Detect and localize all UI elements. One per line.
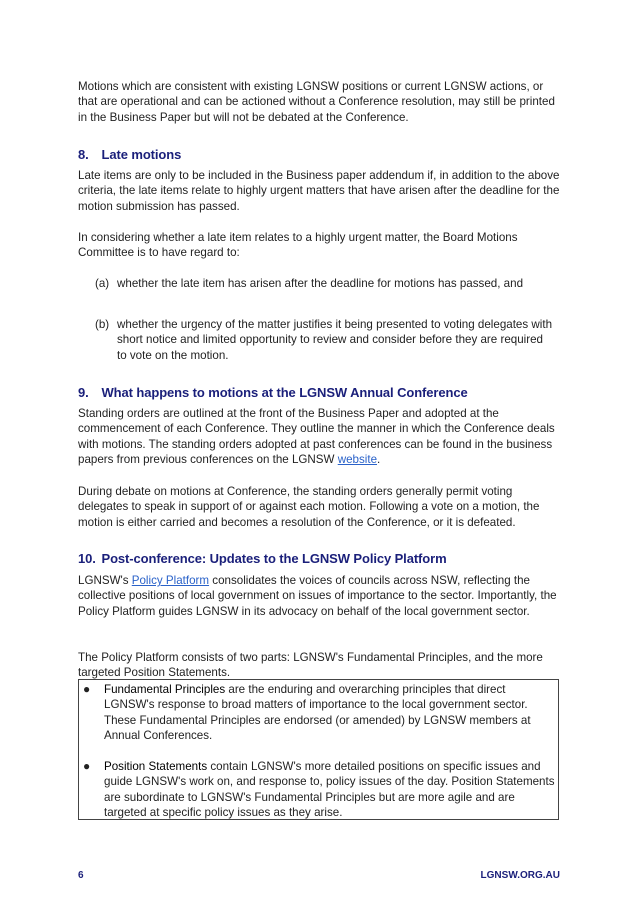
- section-10-paragraph-2: The Policy Platform consists of two parts: LGNSW's Fundamental Principles, and the more targeted Position Statements.: [78, 651, 543, 680]
- bullet-position-statements: [83, 759, 555, 820]
- section-10-title: Post-conference: Updates to the LGNSW Policy Platform: [101, 551, 447, 566]
- page-number: 6: [78, 870, 84, 881]
- section-10-number: 10.: [78, 551, 96, 566]
- bullet-term: Position Statements: [104, 760, 208, 773]
- bullet-fundamental-principles: [83, 682, 555, 743]
- section-9-text: Standing orders are outlined at the front of the Business Paper and adopted at the commencement of each Conference. They outline the manner in which the Conference deals with motions. The standing orders adopted at past conferences can be found in the business papers from previous conferences on the LGNSW: [78, 407, 555, 466]
- list-item-text: whether the urgency of the matter justifies it being presented to voting delegates with short notice and limited opportunity to review and consider before they are required to vote on the motion.: [117, 318, 553, 362]
- section-8-heading: [78, 147, 181, 162]
- section-9-heading: [78, 385, 468, 400]
- section-10-paragraph-1: [78, 573, 560, 619]
- section-9-text-end: .: [377, 452, 381, 466]
- section-10-heading: [78, 551, 447, 566]
- bullet-dot-icon: ●: [83, 759, 91, 773]
- bullet-description: are the enduring and overarching principles that direct LGNSW's response to broad matters of importance to the local government sector. These Fundamental Principles are endorsed (or amended) by LGNSW members at Annual Conferences.: [104, 683, 531, 742]
- section-10-text: LGNSW's: [78, 574, 132, 587]
- list-item-a: [95, 276, 555, 291]
- section-8-paragraph-1: Late items are only to be included in the Business paper addendum if, in addition to the above criteria, the late items relate to highly urgent matters that have arisen after the deadline for the motion submission has passed.: [78, 169, 560, 213]
- bullet-term: Fundamental Principles: [104, 683, 226, 696]
- section-8-paragraph-2: In considering whether a late item relates to a highly urgent matter, the Board Motions Committee is to have regard to:: [78, 231, 518, 260]
- intro-paragraph: Motions which are consistent with existing LGNSW positions or current LGNSW actions, or that are operational and can be actioned without a Conference resolution, may still be printed in the Business Paper but will not be debated at the Conference.: [78, 80, 555, 124]
- section-10-text-end: consolidates the voices of councils across NSW, reflecting the collective positions of local government on issues of importance to the sector. Importantly, the Policy Platform guides LGNSW in its advocacy on behalf of the local government sector.: [78, 574, 557, 618]
- section-9-title: What happens to motions at the LGNSW Annual Conference: [101, 385, 468, 400]
- section-8-number: 8.: [78, 147, 89, 162]
- bullet-dot-icon: ●: [83, 682, 91, 696]
- footer-website: LGNSW.ORG.AU: [480, 870, 560, 881]
- section-9-paragraph-2: During debate on motions at Conference, the standing orders generally permit voting delegates to speak in support of or against each motion. Following a vote on a motion, the motion is either carried and becomes a resolution of the Conference, or it is defeated.: [78, 485, 540, 529]
- list-item-b: [95, 317, 555, 363]
- policy-platform-link[interactable]: Policy Platform: [131, 574, 210, 587]
- list-item-label: (b): [95, 318, 110, 331]
- bullet-text: [104, 682, 555, 743]
- list-item-label: (a): [95, 277, 110, 290]
- website-link[interactable]: website: [337, 452, 378, 466]
- section-8-title: Late motions: [101, 147, 182, 162]
- bullet-text: [104, 759, 555, 820]
- section-9-paragraph-1: [78, 406, 560, 467]
- bullet-description: contain LGNSW's more detailed positions on specific issues and guide LGNSW's work on, and response to, policy issues of the day. Position Statements are subordinate to LGNSW's Fundamental Principles but are more agile and are targeted at specific policy issues as they arise.: [104, 760, 555, 819]
- section-9-number: 9.: [78, 385, 89, 400]
- list-item-text: whether the late item has arisen after the deadline for motions has passed, and: [117, 277, 524, 290]
